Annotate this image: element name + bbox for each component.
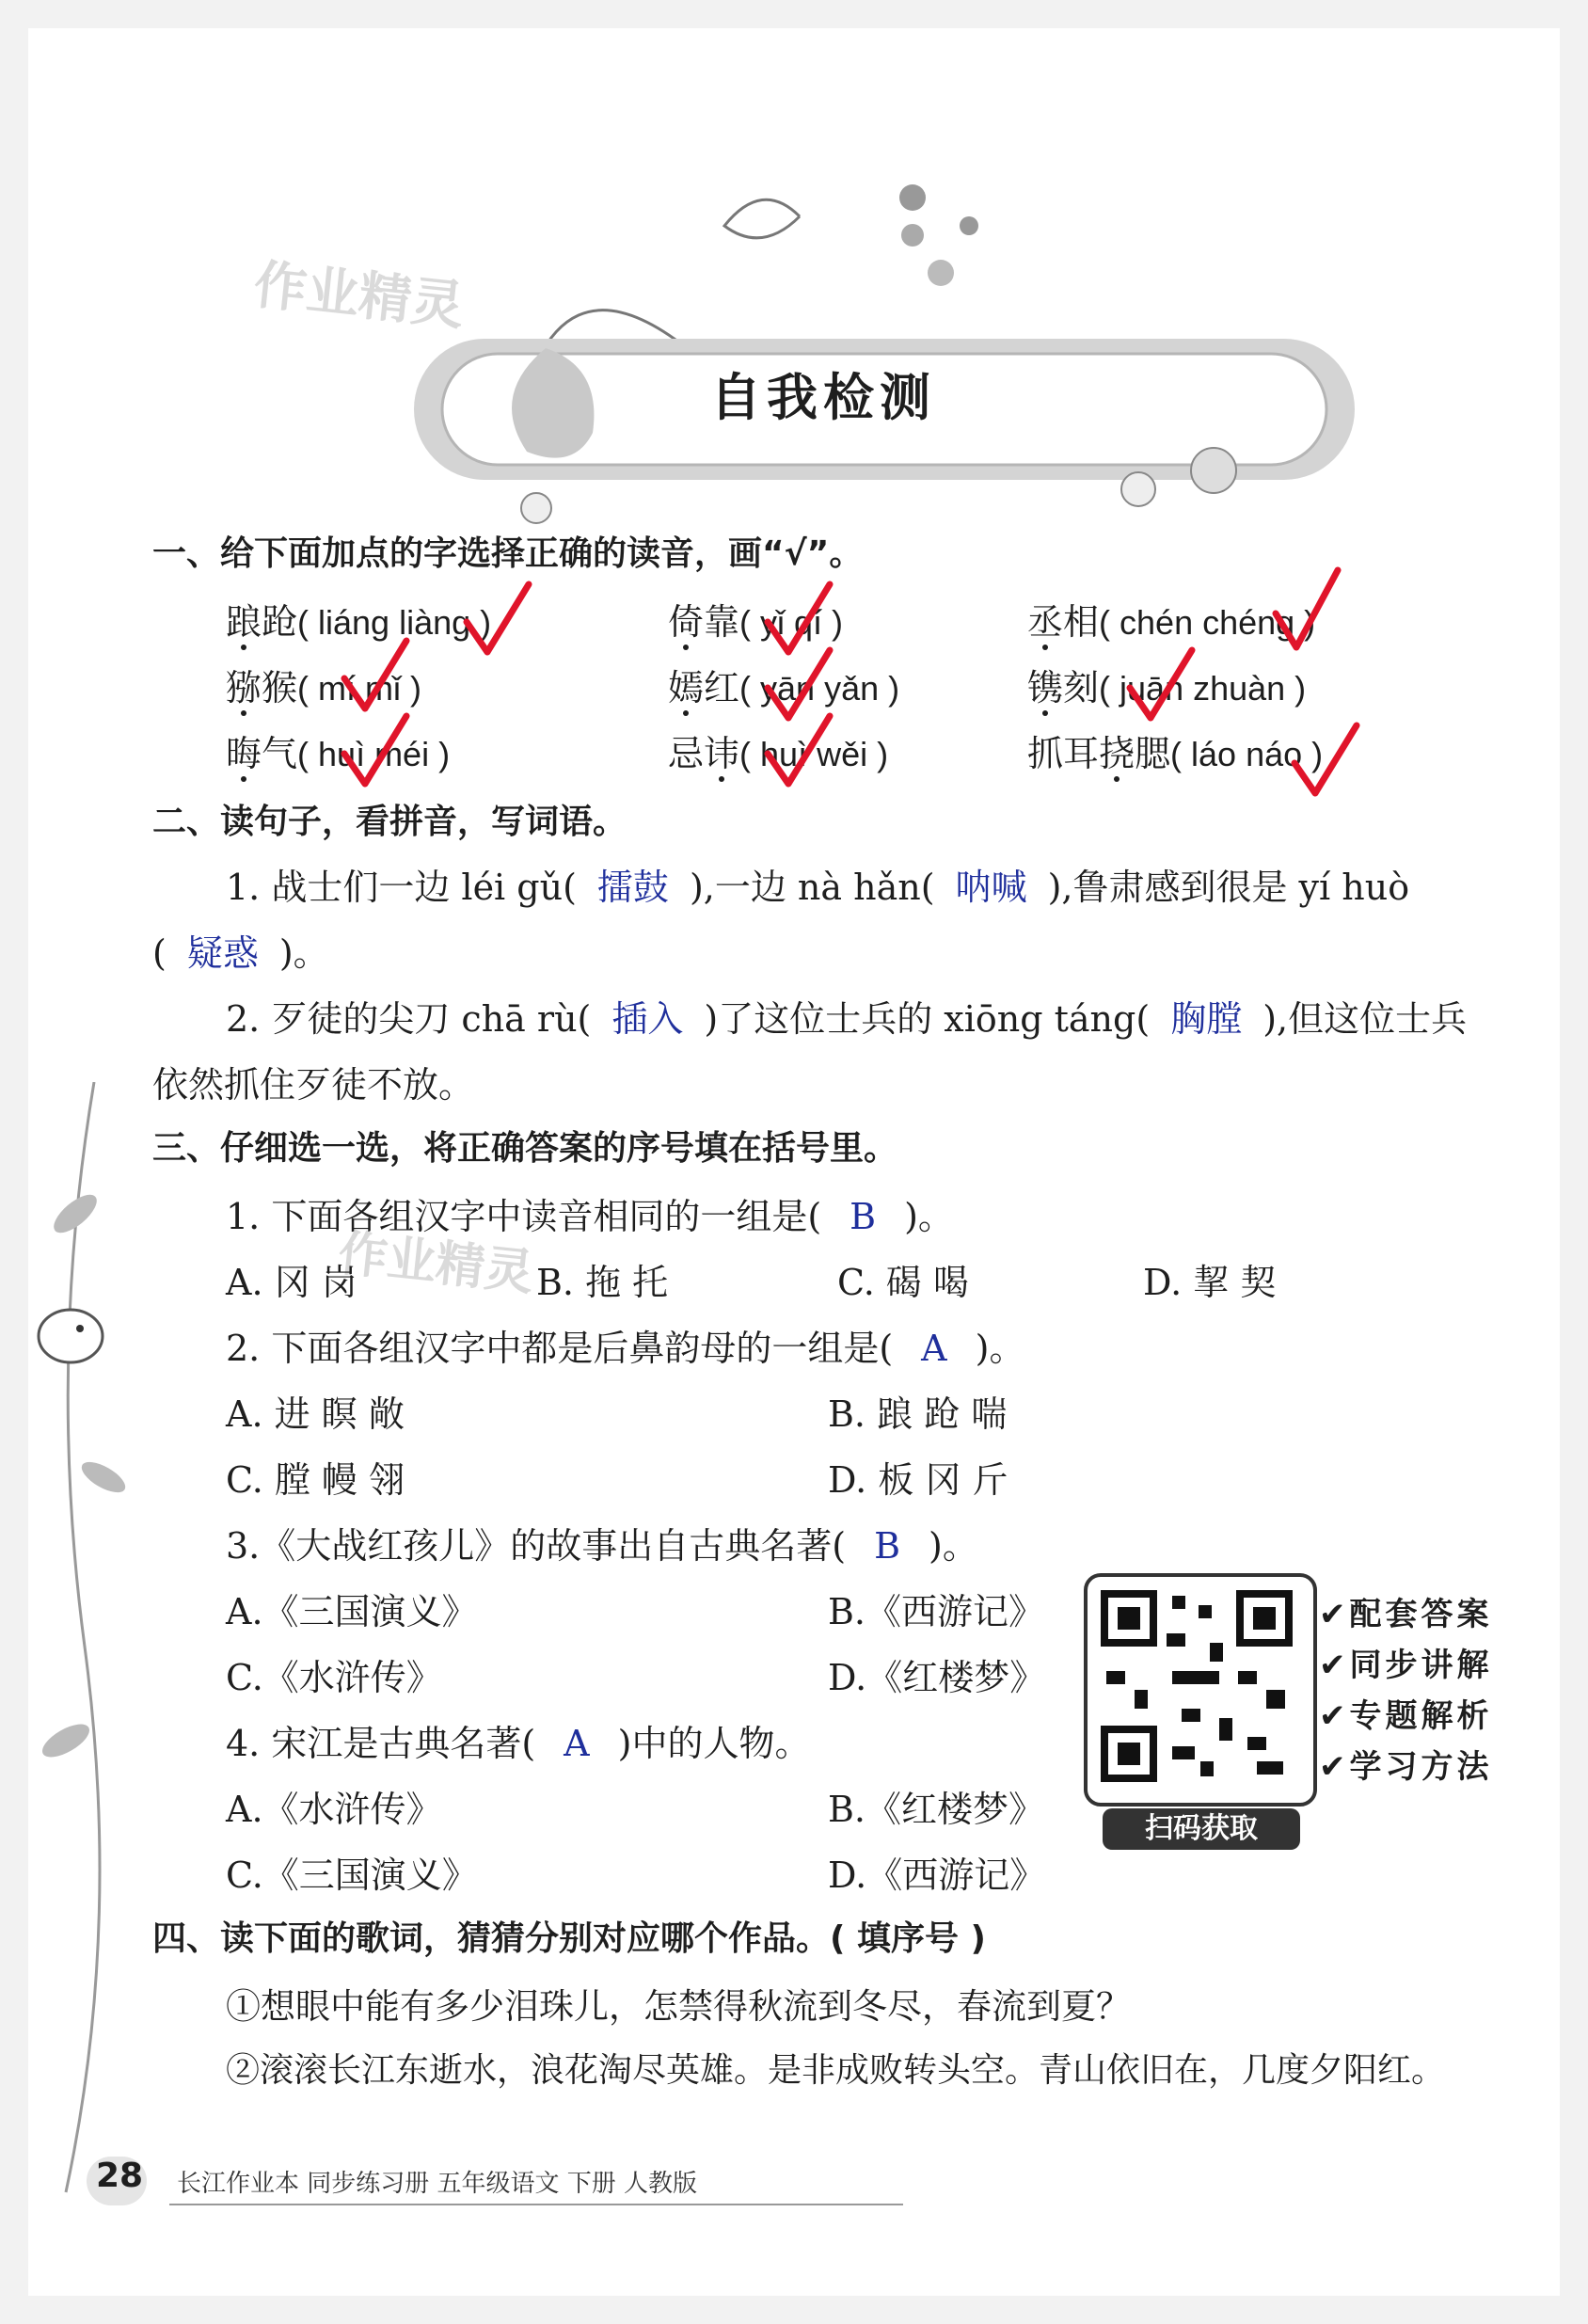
s1-item-8: 忌讳( huì wěi ) (668, 733, 889, 774)
s3-q4-option-d: D.《西游记》 (828, 1854, 1046, 1896)
check-mark (1124, 645, 1199, 729)
check-mark (461, 579, 536, 663)
s4-lyric-1: ①想眼中能有多少泪珠儿，怎禁得秋流到冬尽，春流到夏？ (226, 1986, 1131, 2027)
qr-item-2: ✔同步讲解 (1319, 1647, 1493, 1684)
answer: B (874, 1525, 901, 1567)
s3-q3-option-b: B.《西游记》 (828, 1591, 1045, 1632)
s3-q4-stem: 4. 宋江是古典名著( A )中的人物。 (226, 1723, 811, 1764)
section4-heading: 四、读下面的歌词，猜猜分别对应哪个作品。( 填序号 ) (152, 1919, 986, 1958)
answer: 疑惑 (186, 932, 259, 974)
qr-code-icon (1088, 1577, 1306, 1795)
s1-item-1: 踉跄( liáng liàng ) (226, 601, 492, 643)
s3-q3-option-c: C.《水浒传》 (226, 1657, 442, 1698)
page-number: 28 (96, 2157, 144, 2195)
scan-to-get-button[interactable]: 扫码获取 (1103, 1808, 1300, 1850)
qr-item-3: ✔专题解析 (1319, 1697, 1493, 1735)
s1-item-3: 丞相( chén chéng ) (1027, 601, 1316, 643)
check-mark (1270, 565, 1345, 659)
footer-divider (169, 2204, 903, 2205)
banner-decoration (386, 169, 1383, 527)
s2-q2-line1: 2. 歹徒的尖刀 chā rù( 插入 )了这位士兵的 xiōng táng( 胸膛 ),但这位士兵 (226, 998, 1468, 1040)
check-mark (1289, 720, 1364, 804)
footer-text: 长江作业本 同步练习册 五年级语文 下册 人教版 (177, 2170, 698, 2198)
s3-q2-option-b: B. 踉 跄 喘 (828, 1393, 1008, 1435)
answer: 擂鼓 (596, 867, 669, 908)
qr-code-frame[interactable] (1084, 1573, 1317, 1807)
s3-q1-option-d: D. 挈 契 (1143, 1262, 1277, 1303)
s1-item-5: 嫣红( yān yǎn ) (668, 667, 900, 708)
answer: A (921, 1328, 947, 1369)
answer: 呐喊 (955, 867, 1027, 908)
s1-item-2: 倚靠( yǐ qí ) (668, 601, 844, 643)
s2-q1-line1: 1. 战士们一边 léi gǔ( 擂鼓 ),一边 nà hǎn( 呐喊 ),鲁肃感到很是 yí huò (226, 867, 1410, 908)
s3-q2-option-a: A. 进 瞑 敞 (226, 1393, 405, 1435)
s3-q4-option-a: A.《水浒传》 (226, 1789, 442, 1830)
s3-q3-option-d: D.《红楼梦》 (828, 1657, 1046, 1698)
check-mark (339, 635, 414, 720)
qr-item-4: ✔学习方法 (1319, 1748, 1493, 1786)
qr-item-1: ✔配套答案 (1319, 1596, 1493, 1633)
s3-q2-option-d: D. 板 冈 斤 (828, 1459, 1008, 1501)
s3-q1-option-c: C. 碣 喝 (837, 1262, 969, 1303)
vine-decoration (28, 1082, 144, 2211)
check-mark (762, 710, 837, 795)
s1-item-9: 抓耳挠腮( láo náo ) (1027, 733, 1324, 774)
answer: 胸膛 (1170, 998, 1243, 1040)
s3-q4-option-b: B.《红楼梦》 (828, 1789, 1045, 1830)
section2-heading: 二、读句子，看拼音，写词语。 (152, 803, 627, 841)
section3-heading: 三、仔细选一选，将正确答案的序号填在括号里。 (152, 1129, 898, 1168)
s1-item-4: 猕猴( mí mǐ ) (226, 667, 421, 708)
banner-title: 自我检测 (710, 368, 936, 427)
section1-heading: 一、给下面加点的字选择正确的读音，画“√”。 (152, 534, 864, 573)
check-mark (339, 710, 414, 795)
s3-q4-option-c: C.《三国演义》 (226, 1854, 478, 1896)
worksheet-page (28, 28, 1560, 2296)
s3-q1-option-b: B. 拖 托 (536, 1262, 669, 1303)
s3-q3-stem: 3.《大战红孩儿》的故事出自古典名著( B )。 (226, 1525, 978, 1567)
s3-q1-stem: 1. 下面各组汉字中读音相同的一组是( B )。 (226, 1196, 954, 1237)
answer: B (850, 1196, 877, 1237)
s3-q2-stem: 2. 下面各组汉字中都是后鼻韵母的一组是( A )。 (226, 1328, 1025, 1369)
answer: A (564, 1723, 590, 1764)
s3-q2-option-c: C. 膛 幔 翎 (226, 1459, 405, 1501)
s1-item-7: 晦气( huì méi ) (226, 733, 451, 774)
s3-q1-option-a: A. 冈 岗 (226, 1262, 357, 1303)
answer: 插入 (611, 998, 684, 1040)
s4-lyric-2: ②滚滚长江东逝水，浪花淘尽英雄。是非成败转头空。青山依旧在，几度夕阳红。 (226, 2051, 1446, 2090)
s1-item-6: 镌刻( juān zhuàn ) (1027, 667, 1307, 708)
watermark-middle: 作业精灵 (335, 1225, 537, 1302)
s2-q1-line2: ( 疑惑 )。 (152, 932, 329, 974)
s3-q3-option-a: A.《三国演义》 (226, 1591, 478, 1632)
watermark-top: 作业精灵 (250, 254, 468, 338)
s2-q2-line2: 依然抓住歹徒不放。 (152, 1064, 475, 1106)
